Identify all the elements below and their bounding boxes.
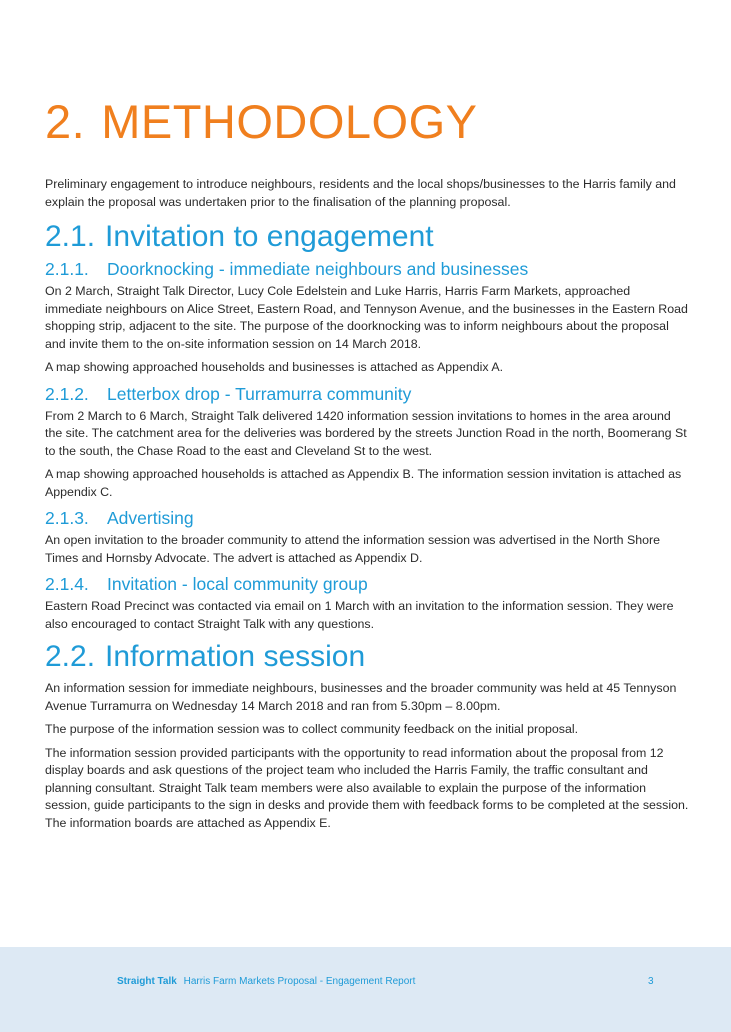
paragraph: An open invitation to the broader community to attend the information session was advertised in the North Shore Times and Hornsby Advocate. The advert is attached as Appendix D. [45, 533, 661, 565]
subheading-2-1-3 [45, 507, 690, 529]
paragraph: The information session provided participants with the opportunity to read information about the proposal from 12 display boards and ask questions of the project team who included the Harris Family, the traffic consultant and planning consultant. Straight Talk team members were also available to explain the purpose of the information session, guide participants to the sign in desks and provide them with feedback forms to be completed at the session. The information boards are attached as Appendix E. [45, 745, 689, 830]
subheading-title: Invitation - local community group [107, 574, 368, 594]
footer-brand: Straight Talk [117, 976, 177, 987]
paragraph: A map showing approached households is attached as Appendix B. The information session invitation is attached as Appendix C. [45, 467, 682, 499]
paragraph: An information session for immediate neighbours, businesses and the broader community was held at 45 Tennyson Avenue Turramurra on Wednesday 14 March 2018 and ran from 5.30pm – 8.00pm. [45, 681, 677, 713]
subheading-number: 2.1.2. [45, 383, 89, 404]
section-number: 2. [45, 95, 86, 148]
section-heading [45, 92, 690, 152]
intro-paragraph: Preliminary engagement to introduce neighbours, residents and the local shops/businesses to the Harris family and explain the proposal was undertaken prior to the finalisation of the planning proposal. [45, 177, 676, 209]
subheading-2-1-1 [45, 258, 690, 280]
subheading-number: 2.1.1. [45, 259, 89, 279]
paragraph: A map showing approached households and businesses is attached as Appendix A. [45, 360, 504, 374]
subsection-title: Information session [105, 640, 366, 673]
subsection-number: 2.2. [45, 640, 96, 673]
subsection-number: 2.1. [45, 220, 96, 253]
paragraph: Eastern Road Precinct was contacted via email on 1 March with an invitation to the information session. They were also encouraged to contact Straight Talk with any questions. [45, 599, 674, 631]
subheading-2-1-4 [45, 573, 690, 595]
page-footer [0, 947, 731, 1032]
subheading-number: 2.1.4. [45, 574, 89, 594]
section-title: METHODOLOGY [101, 95, 478, 148]
paragraph: From 2 March to 6 March, Straight Talk delivered 1420 information session invitations to homes in the area around the site. The catchment area for the deliveries was bordered by the streets Junction Road in the north, Boomerang St to the south, the Chase Road to the east and Cleveland St to the west. [45, 408, 687, 458]
footer-doc-title: Harris Farm Markets Proposal - Engagement Report [183, 976, 416, 987]
subheading-title: Doorknocking - immediate neighbours and businesses [107, 259, 529, 279]
subheading-title: Letterbox drop - Turramurra community [107, 383, 412, 404]
page-number: 3 [648, 976, 654, 987]
subsection-heading-2-1 [45, 219, 690, 255]
footer-text [117, 976, 415, 988]
paragraph: On 2 March, Straight Talk Director, Lucy Cole Edelstein and Luke Harris, Harris Farm Markets, approached immediate neighbours on Alice Street, Eastern Road, and Tennyson Avenue, and the businesses in the Eastern Road shopping strip, adjacent to the site. The purpose of the doorknocking was to inform neighbours about the proposal and invite them to the on-site information session on 14 March 2018. [45, 284, 688, 351]
subsection-title: Invitation to engagement [105, 220, 434, 253]
subsection-heading-2-2 [45, 639, 690, 675]
subheading-number: 2.1.3. [45, 508, 89, 528]
paragraph: The purpose of the information session was to collect community feedback on the initial proposal. [45, 722, 579, 736]
page-content [45, 92, 690, 832]
subheading-title: Advertising [107, 508, 194, 528]
subheading-2-1-2 [45, 383, 690, 405]
